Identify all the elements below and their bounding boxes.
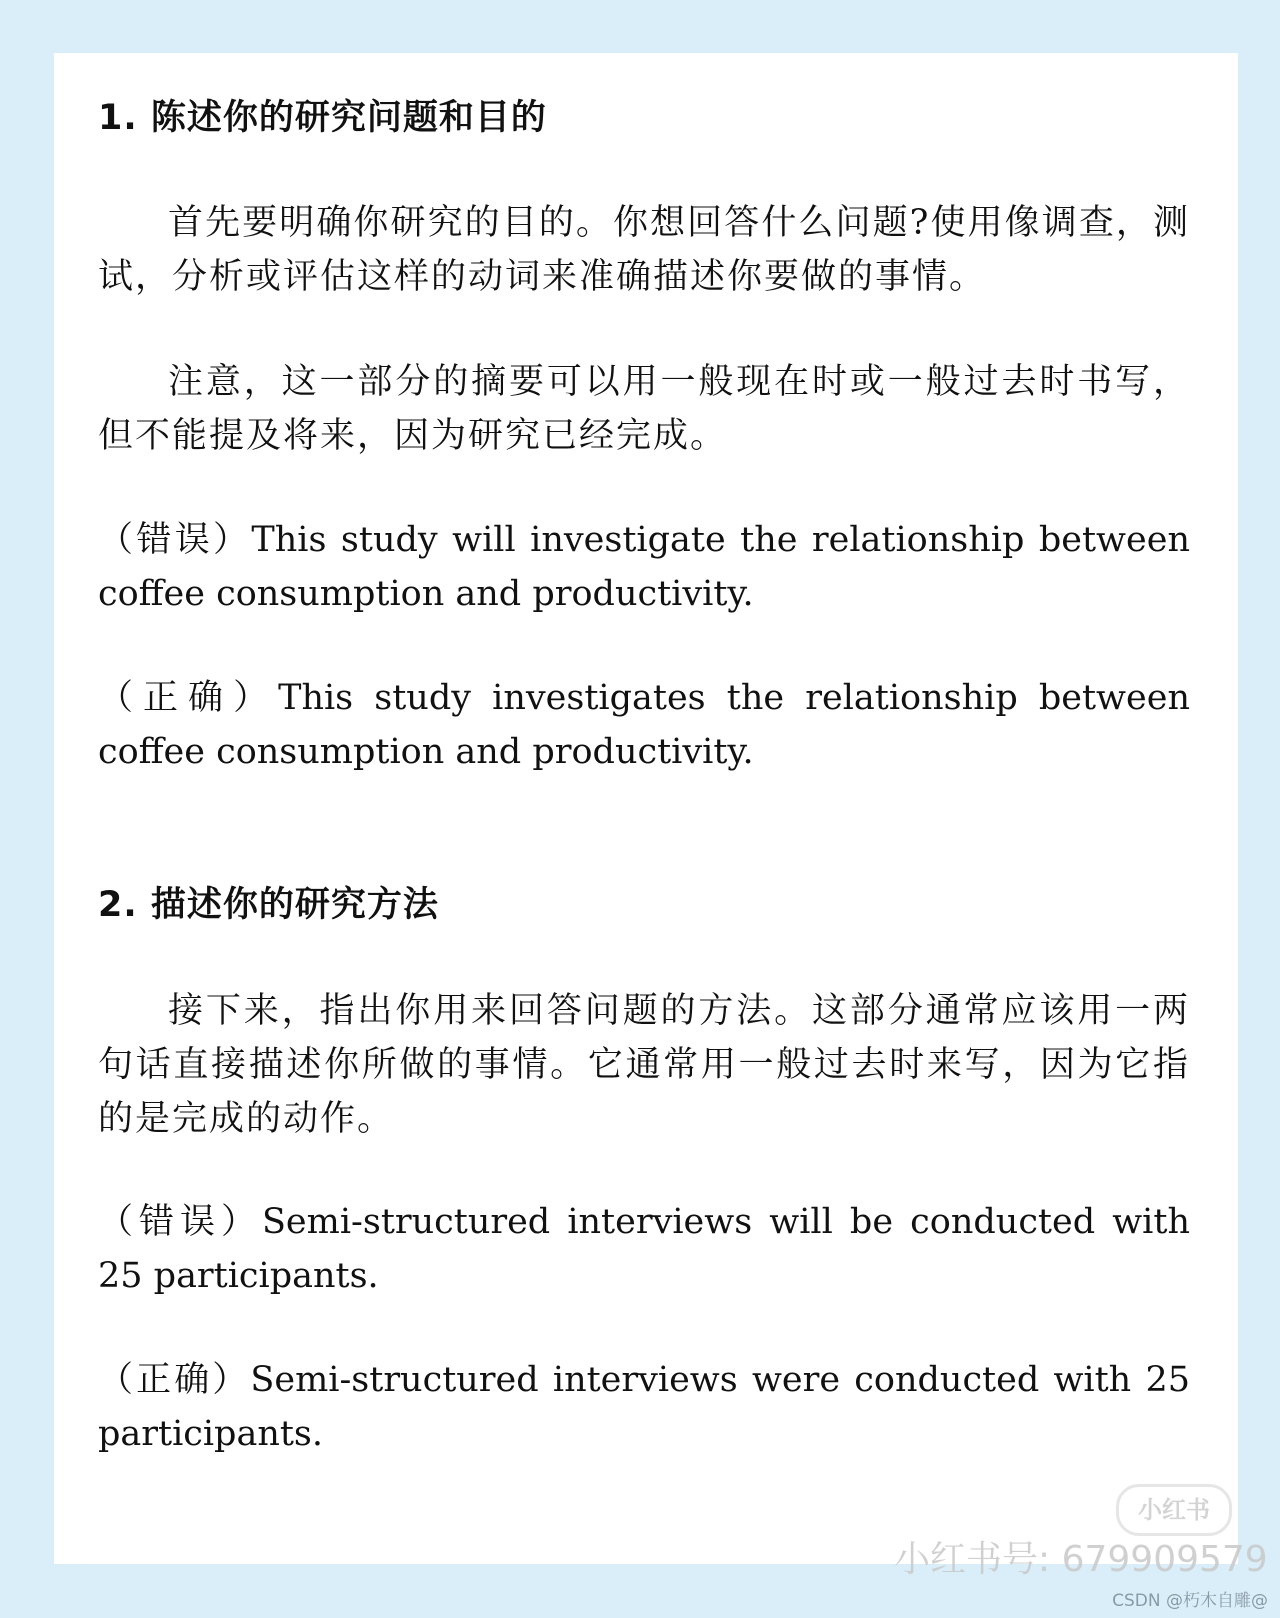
right-example-text: Semi-structured interviews were conducted with 25 participants. <box>98 1360 1190 1454</box>
section-1-wrong-example <box>98 513 1190 621</box>
section-1-paragraph-1: 首先要明确你研究的目的。你想回答什么问题?使用像调查，测试，分析或评估这样的动词来准确描述你要做的事情。 <box>98 203 1190 297</box>
section-1-paragraph-2: 注意，这一部分的摘要可以用一般现在时或一般过去时书写，但不能提及将来，因为研究已经完成。 <box>98 362 1190 456</box>
document-card <box>54 53 1238 1564</box>
section-2-heading: 2. 描述你的研究方法 <box>98 885 439 925</box>
wrong-tag: （错误） <box>98 1202 262 1242</box>
wrong-example-text: Semi-structured interviews will be conducted with 25 participants. <box>98 1202 1190 1296</box>
section-2-wrong-example <box>98 1195 1190 1303</box>
section-1-heading: 1. 陈述你的研究问题和目的 <box>98 98 547 138</box>
wrong-example-text: This study will investigate the relationship between coffee consumption and productivity. <box>98 520 1190 614</box>
section-1-right-example <box>98 671 1190 779</box>
section-2-right-example <box>98 1353 1190 1461</box>
right-tag: （正确） <box>98 1360 251 1400</box>
wrong-tag: （错误） <box>98 520 252 560</box>
watermark-logo: 小红书 <box>1116 1484 1232 1536</box>
section-2-paragraph-1: 接下来，指出你用来回答问题的方法。这部分通常应该用一两句话直接描述你所做的事情。它通常用一般过去时来写，因为它指的是完成的动作。 <box>98 991 1190 1139</box>
right-example-text: This study investigates the relationship between coffee consumption and productivity. <box>98 678 1190 772</box>
source-credit: CSDN @朽木自雕@ <box>1112 1591 1268 1611</box>
right-tag: （正确） <box>98 678 279 718</box>
watermark-id: 小红书号: 679909579 <box>894 1539 1268 1580</box>
